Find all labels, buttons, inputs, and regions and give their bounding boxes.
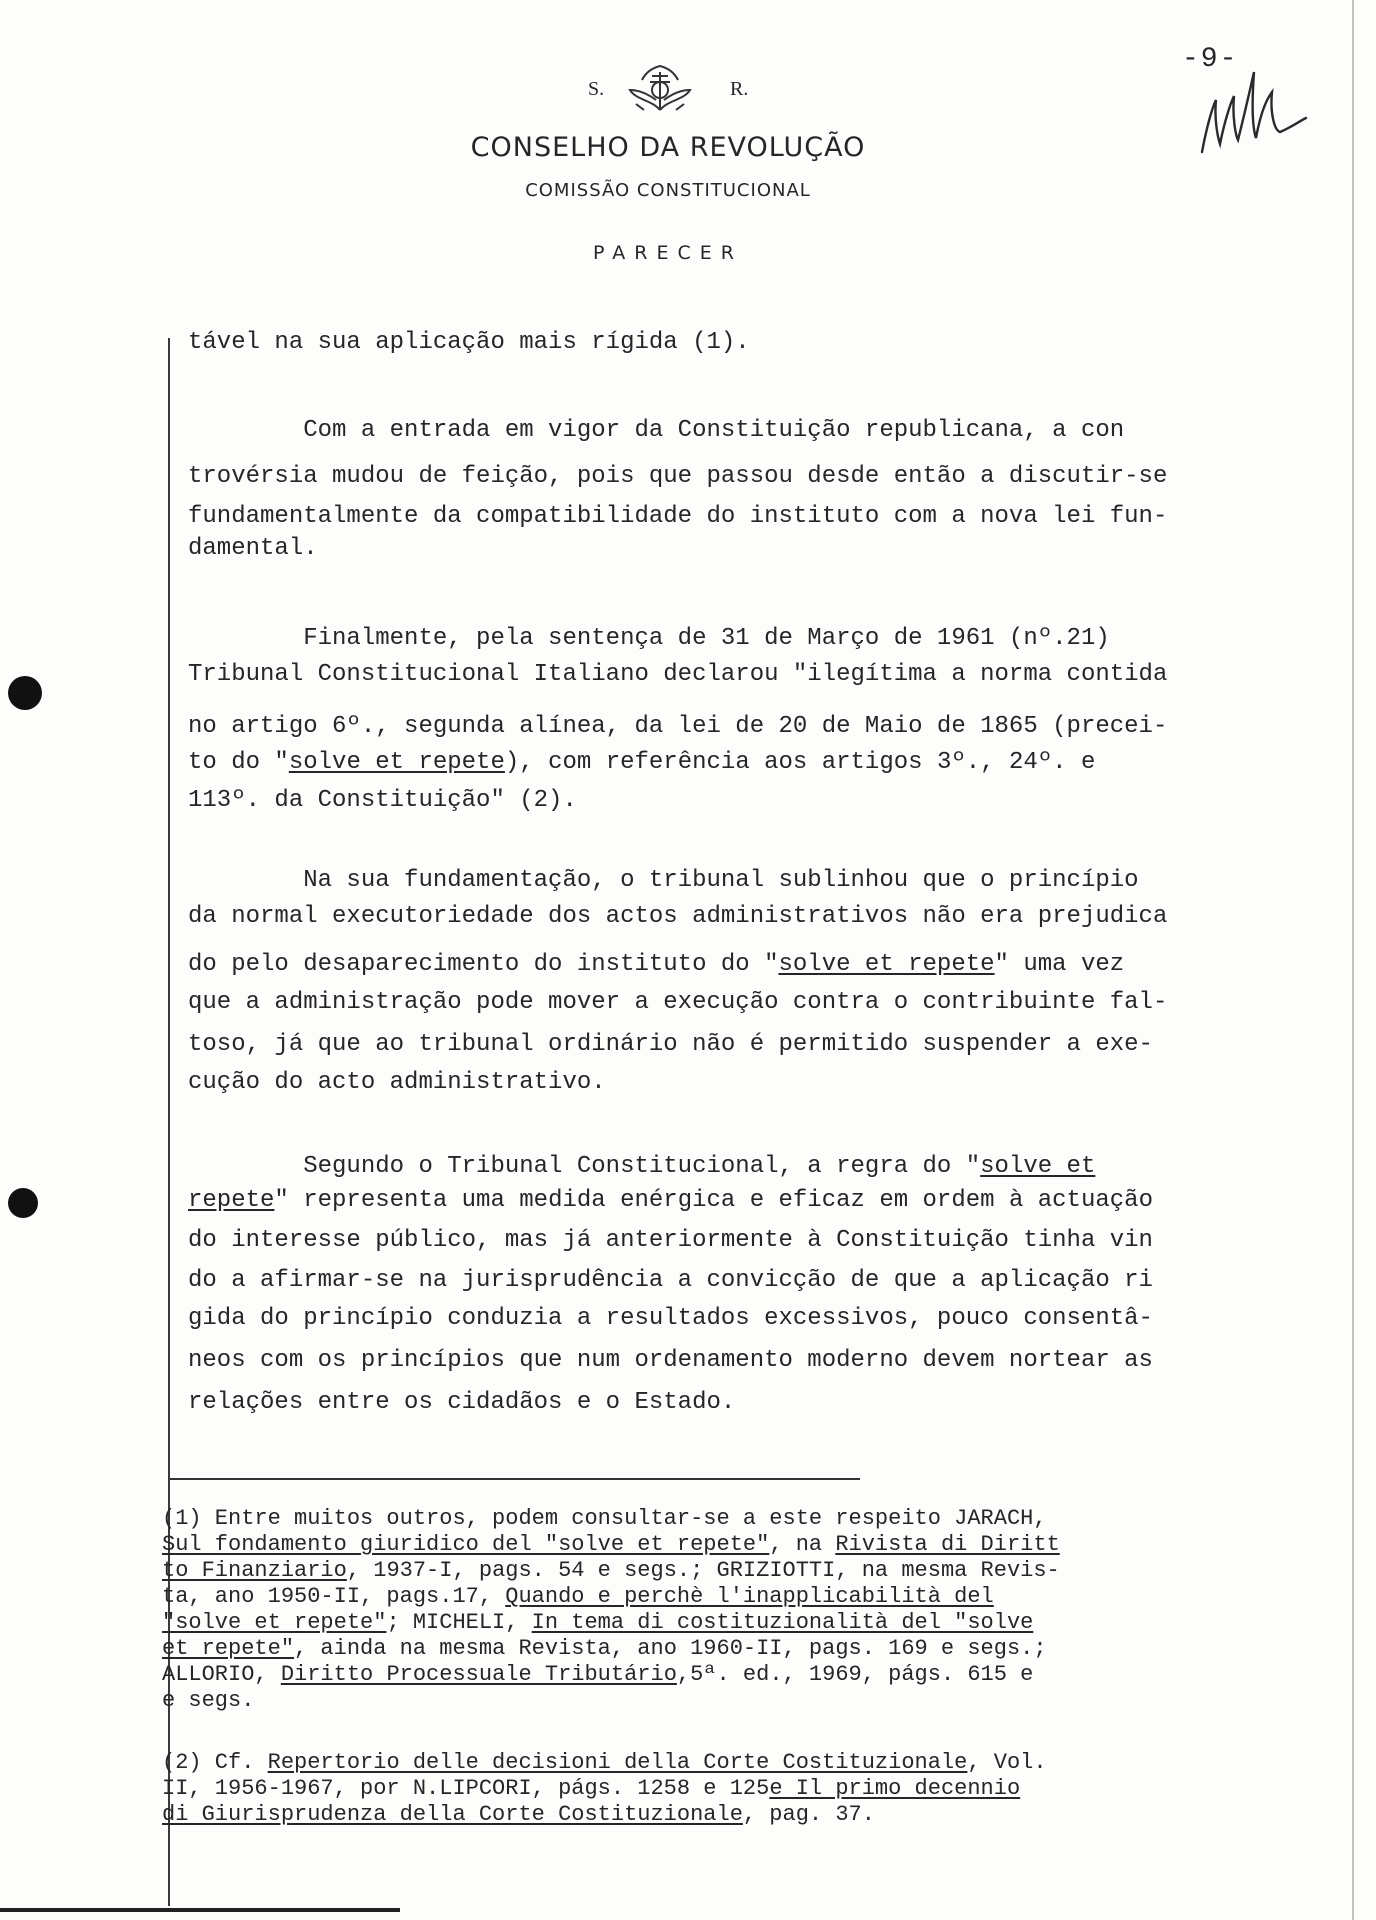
body-line: 113º. da Constituição" (2). [188,787,577,814]
footnote-line: ta, ano 1950-II, pags.17, Quando e perchè l'inapplicabilità del [162,1584,994,1609]
footnote-line: "solve et repete"; MICHELI, In tema di costituzionalità del "solve [162,1610,1034,1635]
footnote-line: (1) Entre muitos outros, podem consultar-se a este respeito JARACH, [162,1506,1047,1531]
footnote-line: di Giurisprudenza della Corte Costituzionale, pag. 37. [162,1802,875,1827]
footnote-line: Sul fondamento giuridico del "solve et repete", na Rivista di Diritt [162,1532,1060,1557]
body-line: no artigo 6º., segunda alínea, da lei de 20 de Maio de 1865 (precei- [188,713,1168,740]
punch-hole-icon [8,676,42,710]
footnote-line: et repete", ainda na mesma Revista, ano 1960-II, pags. 169 e segs.; [162,1636,1047,1661]
underlined-term: solve et repete [778,951,995,978]
handwritten-initials-icon [1190,60,1310,160]
footnote-line: II, 1956-1967, por N.LIPCORI, págs. 1258 e 125e Il primo decennio [162,1776,1021,1801]
punch-hole-icon [8,1188,38,1218]
body-line: do a afirmar-se na jurisprudência a convicção de que a aplicação ri [188,1267,1153,1294]
document-type: PARECER [593,242,743,264]
page-edge-bottom [0,1908,400,1912]
underlined-term: solve et [980,1153,1096,1180]
commission-title: COMISSÃO CONSTITUCIONAL [525,180,811,201]
body-line: repete" representa uma medida enérgica e eficaz em ordem à actuação [188,1187,1153,1214]
body-line: tável na sua aplicação mais rígida (1). [188,329,750,356]
underlined-term: repete [188,1187,275,1214]
body-line: Finalmente, pela sentença de 31 de Março de 1961 (nº.21) [188,625,1125,652]
body-line: damental. [188,535,318,562]
body-line: neos com os princípios que num ordenamento moderno devem nortear as [188,1347,1153,1374]
emblem-row [560,60,760,120]
body-line: da normal executoriedade dos actos administrativos não era prejudica [188,903,1168,930]
body-line: Com a entrada em vigor da Constituição republicana, a con [188,417,1125,444]
underlined-term: solve et repete [288,749,505,776]
body-line: gida do princípio conduzia a resultados excessivos, pouco consentâ- [188,1305,1153,1332]
body-line: do interesse público, mas já anteriormente à Constituição tinha vin [188,1227,1153,1254]
body-line: to do "solve et repete), com referência aos artigos 3º., 24º. e [188,749,1096,776]
emblem-right-letter: R. [730,78,749,100]
body-line: toso, já que ao tribunal ordinário não é permitido suspender a exe- [188,1031,1153,1058]
body-line: Tribunal Constitucional Italiano declarou "ilegítima a norma contida [188,661,1168,688]
republic-seal-icon [622,60,698,116]
body-line: relações entre os cidadãos e o Estado. [188,1389,736,1416]
footnote-line: e segs. [162,1688,255,1713]
body-line: que a administração pode mover a execução contra o contribuinte fal- [188,989,1168,1016]
body-line: do pelo desaparecimento do instituto do "solve et repete" uma vez [188,951,1125,978]
page-edge [1352,0,1354,1920]
footnote-line: to Finanziario, 1937-I, pags. 54 e segs.; GRIZIOTTI, na mesma Revis- [162,1558,1060,1583]
emblem-left-letter: S. [588,78,605,100]
body-line: fundamentalmente da compatibilidade do instituto com a nova lei fun- [188,503,1168,530]
body-line: cução do acto administrativo. [188,1069,606,1096]
footnote-divider [170,1478,860,1480]
footnote-line: ALLORIO, Diritto Processuale Tributário,5ª. ed., 1969, págs. 615 e [162,1662,1034,1687]
footnote-line: (2) Cf. Repertorio delle decisioni della Corte Costituzionale, Vol. [162,1750,1047,1775]
body-line: trovérsia mudou de feição, pois que passou desde então a discutir-se [188,463,1168,490]
body-line: Segundo o Tribunal Constitucional, a regra do "solve et [188,1153,1096,1180]
body-line: Na sua fundamentação, o tribunal sublinhou que o princípio [188,867,1139,894]
page-number: -9- [1182,44,1239,75]
council-title: CONSELHO DA REVOLUÇÃO [470,132,866,163]
